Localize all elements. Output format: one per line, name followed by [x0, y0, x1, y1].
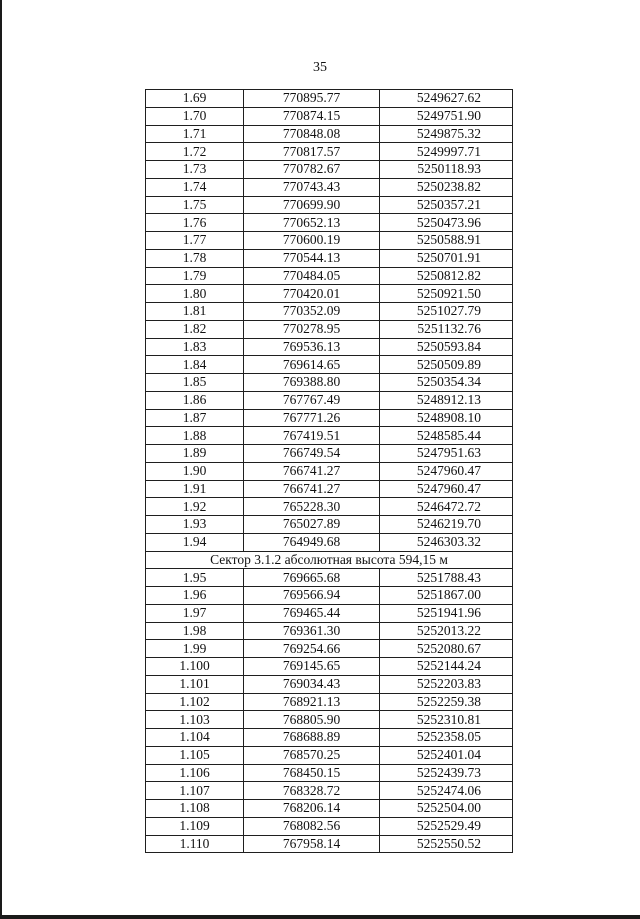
y-coordinate-cell: 5252504.00 [380, 800, 513, 818]
table-body-top [146, 90, 513, 552]
x-coordinate-cell: 770544.13 [244, 249, 380, 267]
x-coordinate-cell: 770895.77 [244, 90, 380, 108]
point-number-cell: 1.82 [146, 320, 244, 338]
point-number-cell: 1.100 [146, 658, 244, 676]
point-number-cell: 1.96 [146, 587, 244, 605]
table-body-bottom [146, 569, 513, 853]
point-number-cell: 1.80 [146, 285, 244, 303]
table-row [146, 533, 513, 551]
table-row [146, 746, 513, 764]
y-coordinate-cell: 5249627.62 [380, 90, 513, 108]
y-coordinate-cell: 5252550.52 [380, 835, 513, 853]
y-coordinate-cell: 5252474.06 [380, 782, 513, 800]
x-coordinate-cell: 765228.30 [244, 498, 380, 516]
y-coordinate-cell: 5252144.24 [380, 658, 513, 676]
y-coordinate-cell: 5247951.63 [380, 445, 513, 463]
y-coordinate-cell: 5251027.79 [380, 303, 513, 321]
point-number-cell: 1.103 [146, 711, 244, 729]
point-number-cell: 1.81 [146, 303, 244, 321]
x-coordinate-cell: 770420.01 [244, 285, 380, 303]
x-coordinate-cell: 767767.49 [244, 391, 380, 409]
point-number-cell: 1.84 [146, 356, 244, 374]
y-coordinate-cell: 5250357.21 [380, 196, 513, 214]
sector-header-row [146, 551, 513, 569]
x-coordinate-cell: 768570.25 [244, 746, 380, 764]
table-row [146, 409, 513, 427]
point-number-cell: 1.109 [146, 817, 244, 835]
y-coordinate-cell: 5251941.96 [380, 604, 513, 622]
x-coordinate-cell: 768450.15 [244, 764, 380, 782]
x-coordinate-cell: 769665.68 [244, 569, 380, 587]
table-row [146, 125, 513, 143]
table-row [146, 587, 513, 605]
x-coordinate-cell: 770817.57 [244, 143, 380, 161]
y-coordinate-cell: 5252310.81 [380, 711, 513, 729]
x-coordinate-cell: 770484.05 [244, 267, 380, 285]
x-coordinate-cell: 770600.19 [244, 232, 380, 250]
y-coordinate-cell: 5250509.89 [380, 356, 513, 374]
point-number-cell: 1.74 [146, 178, 244, 196]
table-row [146, 303, 513, 321]
point-number-cell: 1.89 [146, 445, 244, 463]
table-row [146, 817, 513, 835]
x-coordinate-cell: 769361.30 [244, 622, 380, 640]
x-coordinate-cell: 768805.90 [244, 711, 380, 729]
table-row [146, 445, 513, 463]
point-number-cell: 1.110 [146, 835, 244, 853]
table-row [146, 232, 513, 250]
x-coordinate-cell: 769566.94 [244, 587, 380, 605]
point-number-cell: 1.108 [146, 800, 244, 818]
scan-left-edge [0, 0, 2, 919]
x-coordinate-cell: 769034.43 [244, 675, 380, 693]
table-row [146, 569, 513, 587]
point-number-cell: 1.99 [146, 640, 244, 658]
x-coordinate-cell: 766749.54 [244, 445, 380, 463]
table-row [146, 640, 513, 658]
x-coordinate-cell: 766741.27 [244, 462, 380, 480]
point-number-cell: 1.88 [146, 427, 244, 445]
table-row [146, 480, 513, 498]
y-coordinate-cell: 5251132.76 [380, 320, 513, 338]
point-number-cell: 1.93 [146, 516, 244, 534]
table-row [146, 374, 513, 392]
table-row [146, 391, 513, 409]
y-coordinate-cell: 5252013.22 [380, 622, 513, 640]
scan-bottom-edge [0, 915, 640, 919]
table-row [146, 178, 513, 196]
point-number-cell: 1.69 [146, 90, 244, 108]
point-number-cell: 1.79 [146, 267, 244, 285]
y-coordinate-cell: 5248585.44 [380, 427, 513, 445]
point-number-cell: 1.95 [146, 569, 244, 587]
x-coordinate-cell: 768082.56 [244, 817, 380, 835]
x-coordinate-cell: 770652.13 [244, 214, 380, 232]
page-number: 35 [313, 60, 327, 75]
y-coordinate-cell: 5249997.71 [380, 143, 513, 161]
table-row [146, 196, 513, 214]
y-coordinate-cell: 5252401.04 [380, 746, 513, 764]
y-coordinate-cell: 5251788.43 [380, 569, 513, 587]
point-number-cell: 1.91 [146, 480, 244, 498]
point-number-cell: 1.86 [146, 391, 244, 409]
x-coordinate-cell: 770743.43 [244, 178, 380, 196]
y-coordinate-cell: 5248908.10 [380, 409, 513, 427]
y-coordinate-cell: 5250118.93 [380, 161, 513, 179]
table-row [146, 107, 513, 125]
x-coordinate-cell: 769465.44 [244, 604, 380, 622]
table-row [146, 356, 513, 374]
point-number-cell: 1.90 [146, 462, 244, 480]
y-coordinate-cell: 5248912.13 [380, 391, 513, 409]
table-row [146, 338, 513, 356]
x-coordinate-cell: 770278.95 [244, 320, 380, 338]
point-number-cell: 1.107 [146, 782, 244, 800]
x-coordinate-cell: 769536.13 [244, 338, 380, 356]
coordinates-table [145, 89, 513, 853]
point-number-cell: 1.94 [146, 533, 244, 551]
y-coordinate-cell: 5250593.84 [380, 338, 513, 356]
point-number-cell: 1.83 [146, 338, 244, 356]
table-row [146, 427, 513, 445]
x-coordinate-cell: 769388.80 [244, 374, 380, 392]
table-row [146, 675, 513, 693]
point-number-cell: 1.105 [146, 746, 244, 764]
y-coordinate-cell: 5250812.82 [380, 267, 513, 285]
point-number-cell: 1.77 [146, 232, 244, 250]
x-coordinate-cell: 766741.27 [244, 480, 380, 498]
x-coordinate-cell: 768206.14 [244, 800, 380, 818]
table-row [146, 658, 513, 676]
y-coordinate-cell: 5250701.91 [380, 249, 513, 267]
table-row [146, 729, 513, 747]
table-row [146, 90, 513, 108]
point-number-cell: 1.97 [146, 604, 244, 622]
x-coordinate-cell: 769254.66 [244, 640, 380, 658]
point-number-cell: 1.70 [146, 107, 244, 125]
point-number-cell: 1.92 [146, 498, 244, 516]
y-coordinate-cell: 5250921.50 [380, 285, 513, 303]
x-coordinate-cell: 768688.89 [244, 729, 380, 747]
table-row [146, 711, 513, 729]
x-coordinate-cell: 765027.89 [244, 516, 380, 534]
point-number-cell: 1.106 [146, 764, 244, 782]
table-row [146, 285, 513, 303]
x-coordinate-cell: 770848.08 [244, 125, 380, 143]
point-number-cell: 1.71 [146, 125, 244, 143]
y-coordinate-cell: 5250354.34 [380, 374, 513, 392]
y-coordinate-cell: 5249875.32 [380, 125, 513, 143]
y-coordinate-cell: 5252439.73 [380, 764, 513, 782]
table-row [146, 462, 513, 480]
point-number-cell: 1.87 [146, 409, 244, 427]
y-coordinate-cell: 5250238.82 [380, 178, 513, 196]
y-coordinate-cell: 5252080.67 [380, 640, 513, 658]
sector-header-group [146, 551, 513, 569]
x-coordinate-cell: 768328.72 [244, 782, 380, 800]
y-coordinate-cell: 5246303.32 [380, 533, 513, 551]
x-coordinate-cell: 768921.13 [244, 693, 380, 711]
y-coordinate-cell: 5249751.90 [380, 107, 513, 125]
table-row [146, 214, 513, 232]
x-coordinate-cell: 767771.26 [244, 409, 380, 427]
table-row [146, 693, 513, 711]
table-row [146, 143, 513, 161]
table-row [146, 161, 513, 179]
table-row [146, 604, 513, 622]
x-coordinate-cell: 767958.14 [244, 835, 380, 853]
table-row [146, 498, 513, 516]
table-row [146, 320, 513, 338]
table-row [146, 622, 513, 640]
y-coordinate-cell: 5247960.47 [380, 462, 513, 480]
table-row [146, 516, 513, 534]
table-row [146, 782, 513, 800]
point-number-cell: 1.98 [146, 622, 244, 640]
table-row [146, 267, 513, 285]
y-coordinate-cell: 5246219.70 [380, 516, 513, 534]
x-coordinate-cell: 770699.90 [244, 196, 380, 214]
point-number-cell: 1.102 [146, 693, 244, 711]
x-coordinate-cell: 769614.65 [244, 356, 380, 374]
y-coordinate-cell: 5252358.05 [380, 729, 513, 747]
y-coordinate-cell: 5250473.96 [380, 214, 513, 232]
x-coordinate-cell: 767419.51 [244, 427, 380, 445]
y-coordinate-cell: 5252203.83 [380, 675, 513, 693]
point-number-cell: 1.76 [146, 214, 244, 232]
x-coordinate-cell: 770352.09 [244, 303, 380, 321]
table-row [146, 800, 513, 818]
x-coordinate-cell: 770782.67 [244, 161, 380, 179]
table-row [146, 835, 513, 853]
point-number-cell: 1.101 [146, 675, 244, 693]
sector-label: Сектор 3.1.2 абсолютная высота 594,15 м [146, 551, 513, 569]
point-number-cell: 1.85 [146, 374, 244, 392]
y-coordinate-cell: 5246472.72 [380, 498, 513, 516]
y-coordinate-cell: 5252259.38 [380, 693, 513, 711]
table-row [146, 249, 513, 267]
point-number-cell: 1.72 [146, 143, 244, 161]
x-coordinate-cell: 770874.15 [244, 107, 380, 125]
y-coordinate-cell: 5247960.47 [380, 480, 513, 498]
y-coordinate-cell: 5251867.00 [380, 587, 513, 605]
x-coordinate-cell: 764949.68 [244, 533, 380, 551]
table-row [146, 764, 513, 782]
y-coordinate-cell: 5252529.49 [380, 817, 513, 835]
point-number-cell: 1.78 [146, 249, 244, 267]
point-number-cell: 1.75 [146, 196, 244, 214]
point-number-cell: 1.73 [146, 161, 244, 179]
x-coordinate-cell: 769145.65 [244, 658, 380, 676]
point-number-cell: 1.104 [146, 729, 244, 747]
y-coordinate-cell: 5250588.91 [380, 232, 513, 250]
